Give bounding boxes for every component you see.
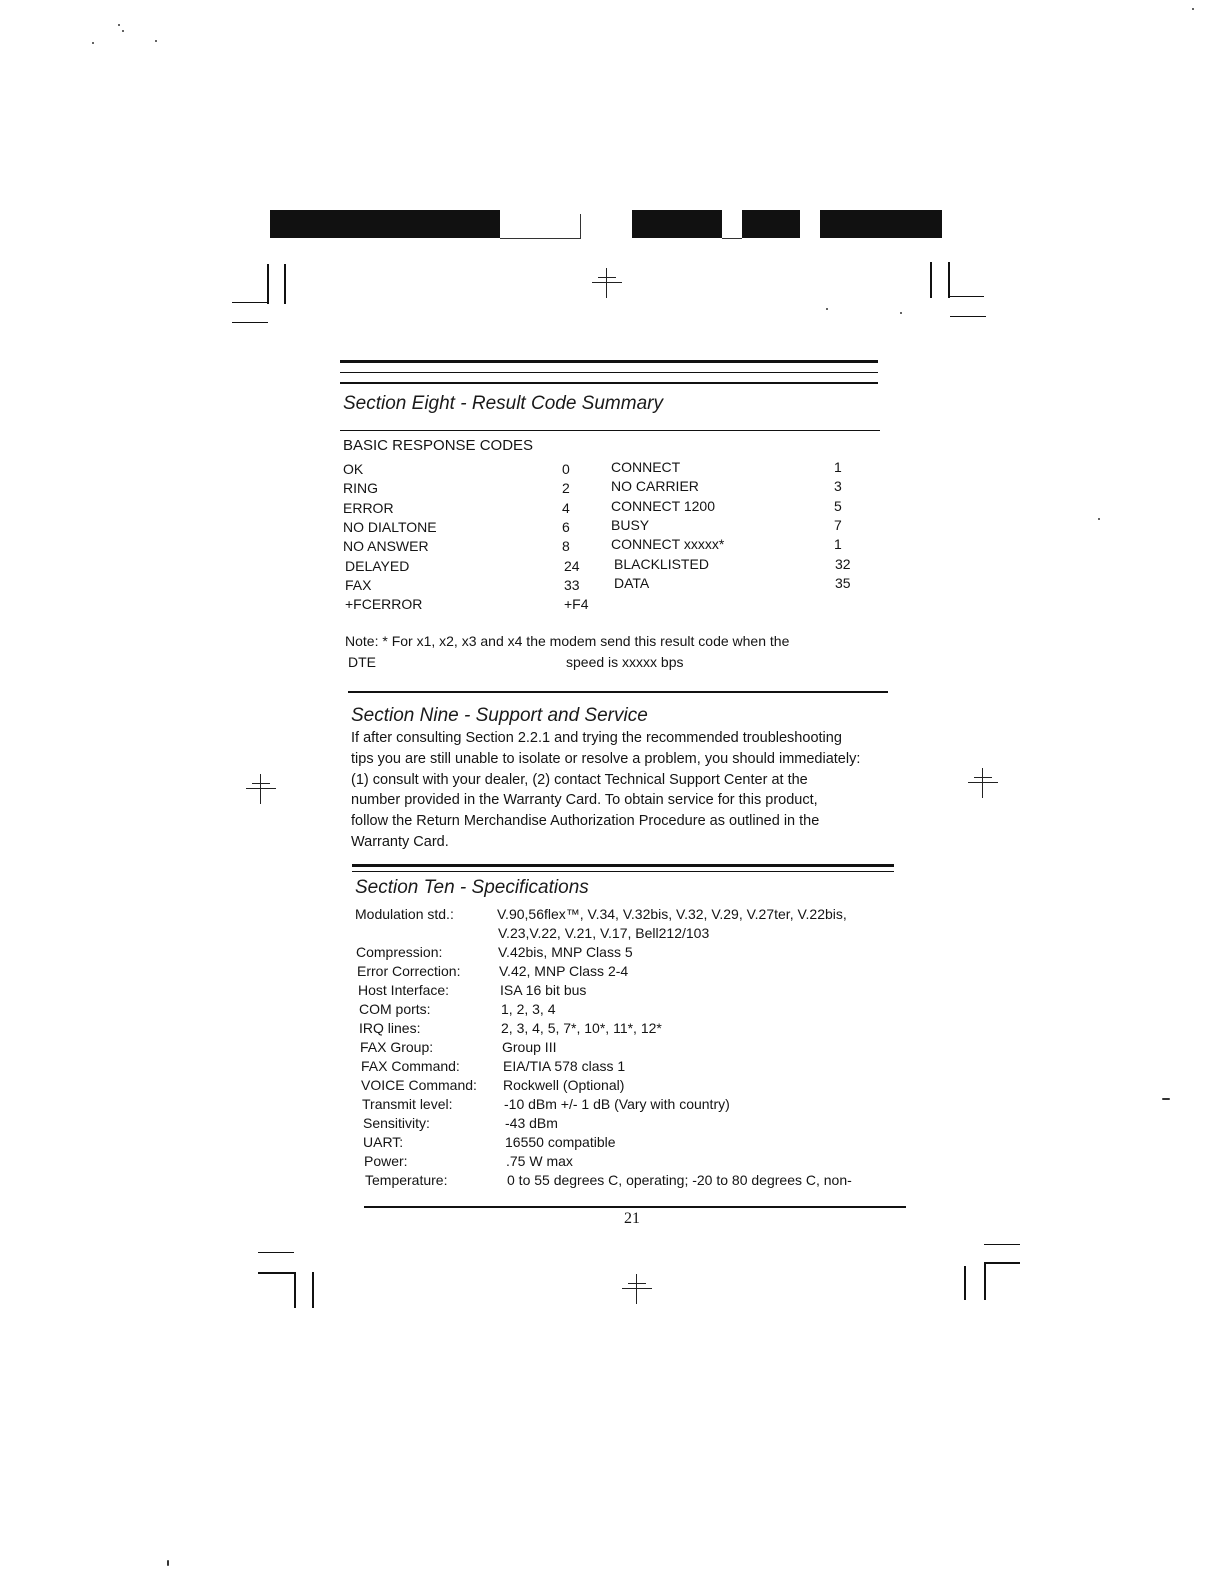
support-paragraph-line: Warranty Card. bbox=[351, 834, 449, 850]
spec-label: Host Interface: bbox=[358, 982, 450, 998]
support-paragraph-line: follow the Return Merchandise Authorization Procedure as outlined in the bbox=[351, 813, 820, 830]
response-code-name: +FCERROR bbox=[345, 596, 423, 613]
response-code-name: CONNECT 1200 bbox=[611, 497, 716, 514]
response-code-value: 7 bbox=[834, 516, 842, 533]
response-code-value: 32 bbox=[835, 555, 851, 572]
response-code-value: 2 bbox=[562, 480, 570, 497]
section-eight-top-rule-3 bbox=[340, 382, 878, 384]
response-code-value: 6 bbox=[562, 518, 570, 535]
spec-value: -43 dBm bbox=[505, 1115, 558, 1131]
spec-value: ISA 16 bit bus bbox=[500, 982, 587, 998]
response-code-value: 4 bbox=[562, 499, 570, 516]
spec-value: V.23,V.22, V.21, V.17, Bell212/103 bbox=[498, 925, 710, 941]
result-code-note-speed: speed is xxxxx bps bbox=[566, 654, 684, 670]
support-paragraph-line: (1) consult with your dealer, (2) contact Technical Support Center at the bbox=[351, 771, 808, 788]
spec-label: VOICE Command: bbox=[361, 1077, 477, 1093]
section-eight-title-rule bbox=[340, 430, 880, 431]
spec-value: EIA/TIA 578 class 1 bbox=[503, 1058, 626, 1074]
registration-mark-bottom bbox=[622, 1274, 652, 1304]
spec-value: V.90,56flex™, V.34, V.32bis, V.32, V.29, V.27ter, V.22bis, bbox=[497, 906, 847, 922]
spec-label: Sensitivity: bbox=[363, 1115, 430, 1131]
response-code-value: 24 bbox=[564, 557, 580, 574]
support-paragraph-line: If after consulting Section 2.2.1 and trying the recommended troubleshooting bbox=[351, 730, 842, 746]
response-code-name: CONNECT bbox=[611, 459, 681, 475]
section-ten-top-rule-thin bbox=[352, 871, 894, 872]
section-eight-title: Section Eight - Result Code Summary bbox=[343, 393, 663, 414]
registration-mark-top bbox=[592, 268, 622, 298]
basic-response-codes-heading: BASIC RESPONSE CODES bbox=[343, 437, 534, 454]
response-code-value: 0 bbox=[562, 461, 570, 477]
support-paragraph-line: tips you are still unable to isolate or resolve a problem, you should immediately: bbox=[351, 750, 861, 767]
spec-value: V.42bis, MNP Class 5 bbox=[498, 944, 633, 960]
spec-label: UART: bbox=[363, 1134, 404, 1150]
spec-value: Rockwell (Optional) bbox=[503, 1077, 625, 1093]
response-code-value: +F4 bbox=[564, 596, 589, 613]
spec-value: 16550 compatible bbox=[505, 1134, 616, 1150]
registration-mark-left bbox=[246, 774, 276, 804]
spec-value: -10 dBm +/- 1 dB (Vary with country) bbox=[504, 1096, 730, 1112]
response-code-value: 33 bbox=[564, 576, 580, 593]
response-code-name: DELAYED bbox=[345, 557, 410, 574]
response-code-name: DATA bbox=[614, 574, 650, 591]
spec-value: Group III bbox=[502, 1039, 557, 1055]
response-code-value: 1 bbox=[834, 459, 842, 475]
section-eight-top-rule-thick bbox=[340, 360, 878, 363]
spec-value: .75 W max bbox=[506, 1153, 573, 1169]
spec-value: 2, 3, 4, 5, 7*, 10*, 11*, 12* bbox=[501, 1020, 662, 1036]
spec-label: FAX Command: bbox=[361, 1058, 460, 1074]
response-code-value: 1 bbox=[834, 536, 842, 553]
response-code-name: NO CARRIER bbox=[611, 478, 699, 495]
response-code-value: 3 bbox=[834, 478, 842, 495]
spec-label: Temperature: bbox=[365, 1172, 448, 1188]
footer-rule bbox=[364, 1206, 906, 1208]
response-code-name: FAX bbox=[345, 576, 372, 593]
spec-label: Transmit level: bbox=[362, 1096, 453, 1112]
section-nine-title: Section Nine - Support and Service bbox=[351, 705, 648, 726]
spec-label: COM ports: bbox=[359, 1001, 431, 1017]
response-code-name: NO ANSWER bbox=[343, 538, 429, 555]
spec-value: 0 to 55 degrees C, operating; -20 to 80 degrees C, non- bbox=[507, 1172, 852, 1188]
spec-label: Compression: bbox=[356, 944, 443, 960]
spec-label: IRQ lines: bbox=[359, 1020, 421, 1036]
spec-value: V.42, MNP Class 2-4 bbox=[499, 963, 629, 979]
spec-label: FAX Group: bbox=[360, 1039, 434, 1055]
spec-label: Modulation std.: bbox=[355, 906, 454, 922]
support-paragraph-line: number provided in the Warranty Card. To obtain service for this product, bbox=[351, 792, 818, 809]
section-nine-top-rule bbox=[348, 691, 888, 693]
response-code-value: 5 bbox=[834, 497, 842, 514]
response-code-value: 35 bbox=[835, 574, 851, 591]
section-eight-top-rule-thin bbox=[340, 372, 878, 373]
response-code-name: NO DIALTONE bbox=[343, 518, 437, 535]
response-code-name: ERROR bbox=[343, 499, 394, 516]
section-ten-title: Section Ten - Specifications bbox=[355, 877, 589, 898]
spec-label: Error Correction: bbox=[357, 963, 461, 979]
response-code-name: BLACKLISTED bbox=[614, 555, 709, 572]
registration-mark-right bbox=[968, 768, 998, 798]
spec-label: Power: bbox=[364, 1153, 408, 1169]
section-ten-top-rule-thick bbox=[352, 864, 894, 867]
page-number: 21 bbox=[624, 1210, 640, 1227]
result-code-note-dte: DTE bbox=[348, 654, 376, 670]
response-code-name: RING bbox=[343, 480, 378, 497]
spec-value: 1, 2, 3, 4 bbox=[501, 1001, 556, 1017]
response-code-name: BUSY bbox=[611, 516, 650, 533]
response-code-name: OK bbox=[343, 461, 364, 477]
response-code-value: 8 bbox=[562, 538, 570, 555]
response-code-name: CONNECT xxxxx* bbox=[611, 536, 725, 553]
result-code-note: Note: * For x1, x2, x3 and x4 the modem send this result code when the bbox=[345, 633, 790, 649]
